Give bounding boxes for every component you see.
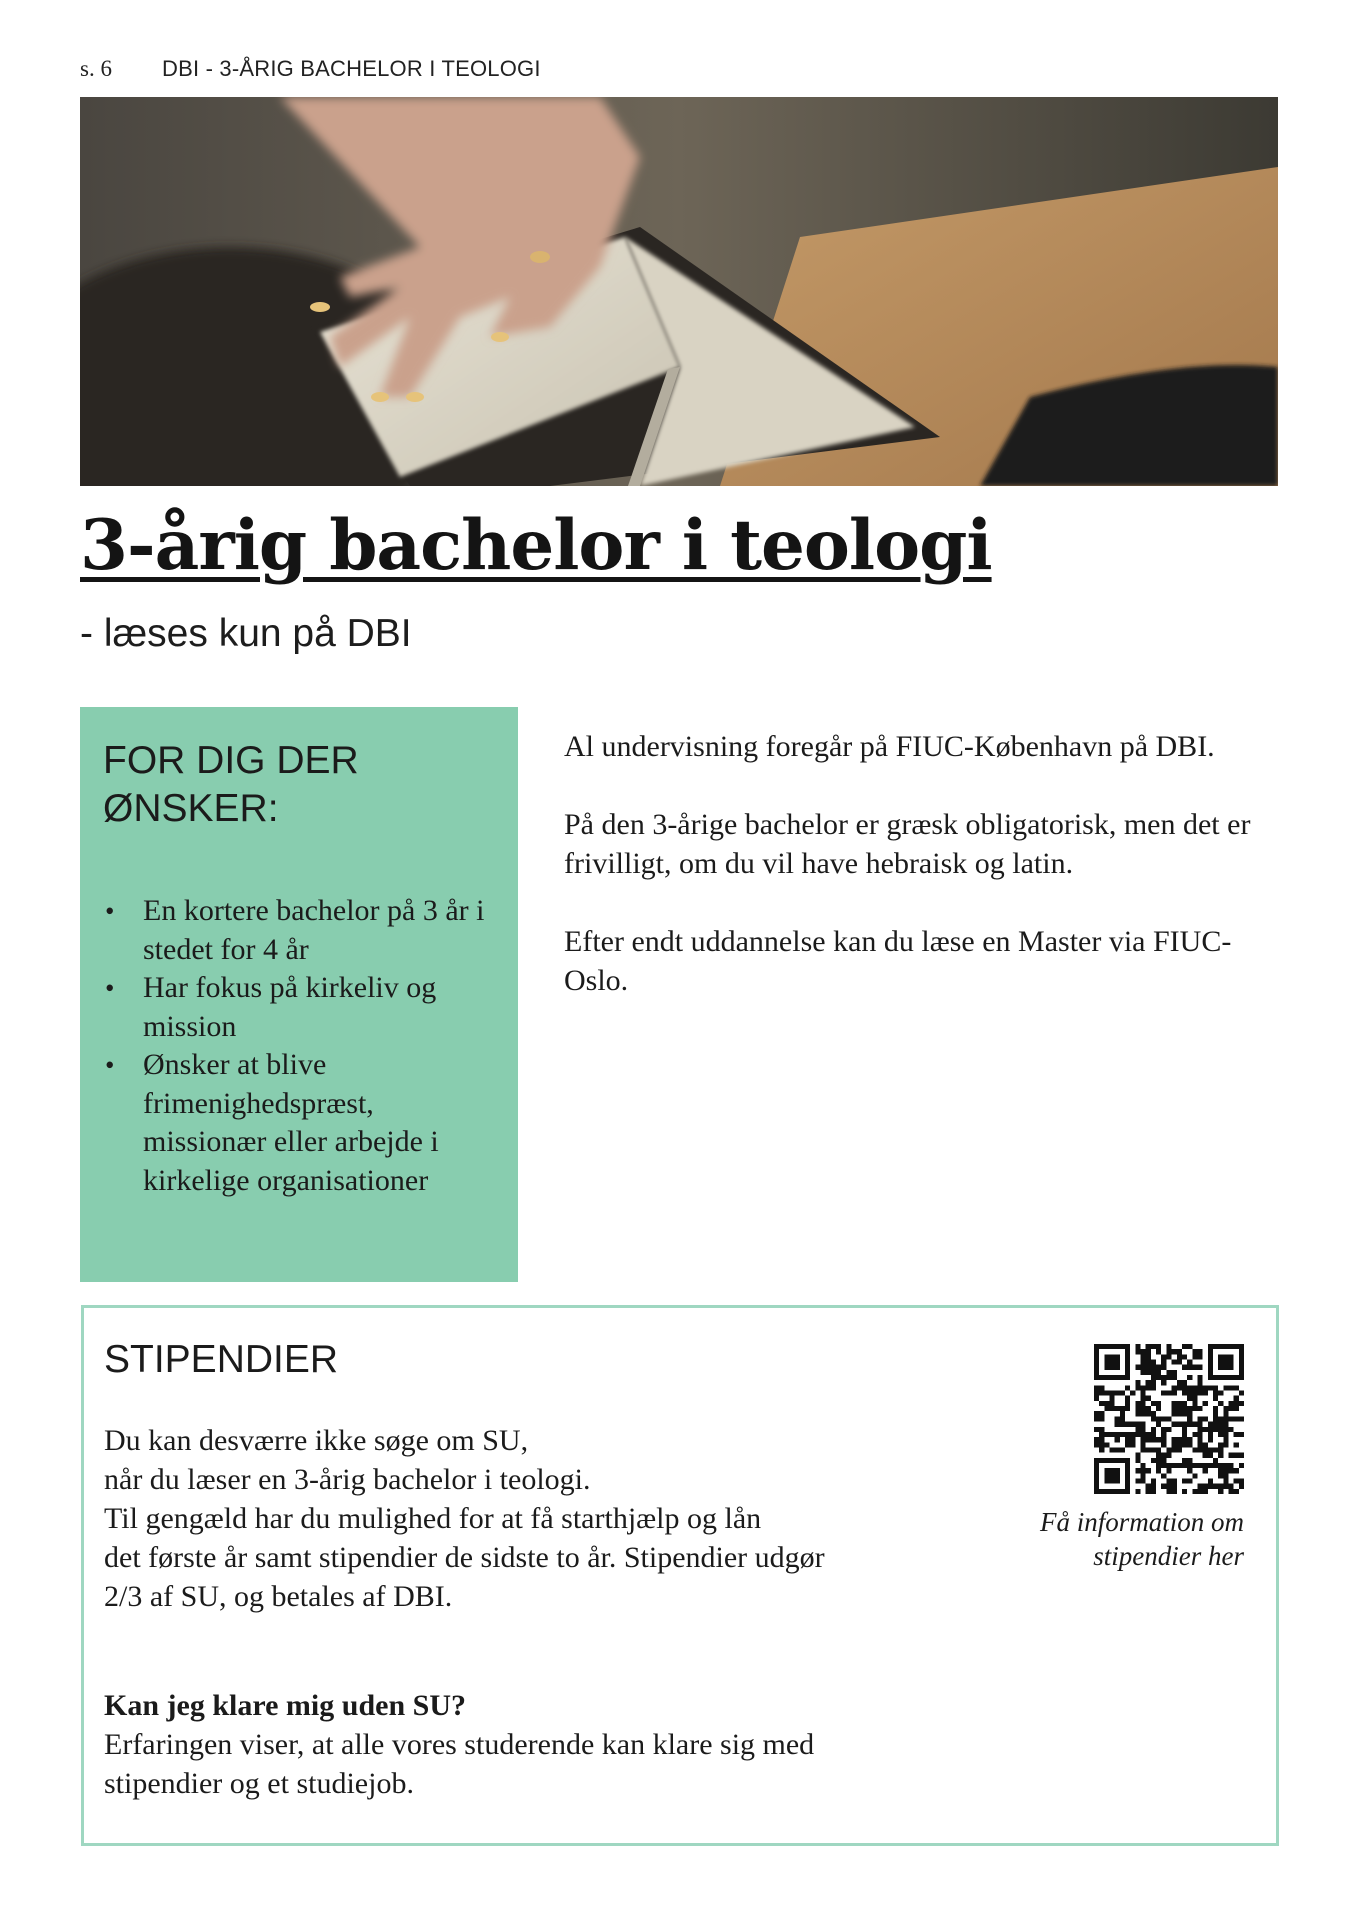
- page-subtitle: - læses kun på DBI: [80, 612, 412, 655]
- list-item: • Har fokus på kirkeliv og mission: [103, 969, 496, 1046]
- hero-photo: [80, 97, 1278, 486]
- info-paragraph: Efter endt uddannelse kan du læse en Master via FIUC-Oslo.: [564, 925, 1232, 997]
- page-title: 3-årig bachelor i teologi: [80, 505, 992, 586]
- stipend-line: når du læser en 3-årig bachelor i teologi.: [104, 1463, 591, 1496]
- qr-caption-line: stipendier her: [1093, 1541, 1244, 1571]
- stipend-text: [104, 1421, 1004, 1616]
- stipend-line: 2/3 af SU, og betales af DBI.: [104, 1580, 453, 1613]
- qr-caption: [984, 1505, 1244, 1573]
- qr-code-icon[interactable]: [1094, 1344, 1244, 1494]
- info-column: [564, 727, 1264, 1039]
- qr-caption-line: Få information om: [1039, 1507, 1244, 1537]
- list-item: • Ønsker at blive frimenighedspræst, missionær eller arbejde i kirkelige organisationer: [103, 1046, 496, 1200]
- stipend-box: [81, 1305, 1279, 1846]
- stipend-line: Du kan desværre ikke søge om SU,: [104, 1424, 529, 1457]
- audience-list: [103, 892, 496, 1200]
- faq-question: Kan jeg klare mig uden SU?: [104, 1689, 466, 1722]
- running-header: [80, 56, 541, 82]
- faq: [104, 1686, 1004, 1803]
- list-item: • En kortere bachelor på 3 år i stedet for 4 år: [103, 892, 496, 969]
- audience-box: [80, 707, 518, 1282]
- info-paragraph: På den 3-årige bachelor er græsk obligatorisk, men det er frivilligt, om du vil have hebraisk og latin.: [564, 808, 1251, 880]
- stipend-heading: STIPENDIER: [104, 1338, 339, 1381]
- hero-photo-illustration: [80, 97, 1278, 486]
- stipend-line: Til gengæld har du mulighed for at få starthjælp og lån: [104, 1502, 762, 1535]
- stipend-line: det første år samt stipendier de sidste to år. Stipendier udgør: [104, 1541, 825, 1574]
- audience-heading: FOR DIG DER ØNSKER:: [103, 739, 359, 830]
- info-paragraph: Al undervisning foregår på FIUC-København på DBI.: [564, 730, 1215, 763]
- page-number: s. 6: [80, 56, 112, 81]
- running-title: DBI - 3-ÅRIG BACHELOR I TEOLOGI: [162, 56, 541, 81]
- qr-code[interactable]: [1094, 1344, 1244, 1494]
- faq-answer-line: Erfaringen viser, at alle vores studerende kan klare sig med: [104, 1728, 815, 1761]
- faq-answer-line: stipendier og et studiejob.: [104, 1767, 414, 1800]
